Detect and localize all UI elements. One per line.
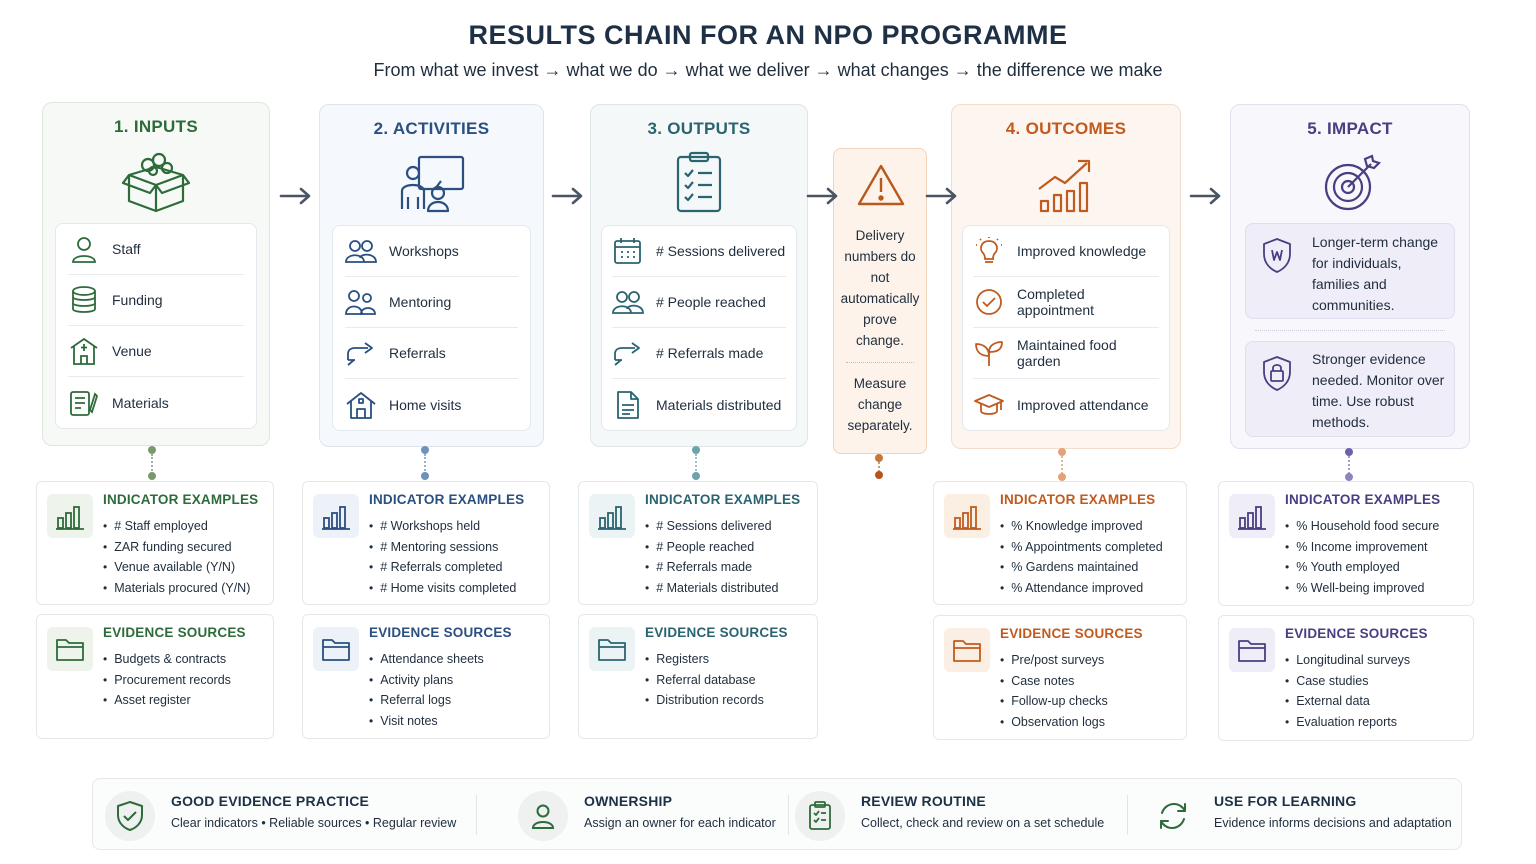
list-item: • Attendance sheets [369,649,484,670]
stage-item [612,328,786,379]
flow-arrow [279,186,313,206]
list-item: • Activity plans [369,670,484,691]
stage-item-label: Workshops [389,243,459,259]
footer-item-title: OWNERSHIP [584,793,673,809]
connector-line [695,454,697,474]
card-list [103,516,250,599]
list-item: • # Referrals made [645,557,778,578]
document-icon [612,390,644,420]
materials-icon [68,388,100,418]
bar-chart-icon [1237,501,1267,531]
warning-text: Delivery numbers do not automatically prove change. [840,228,920,348]
evidence-card [1218,615,1474,741]
indicator-card [933,481,1187,605]
connector-line [424,454,426,474]
footer-item-text: Collect, check and review on a set schedule [861,816,1105,830]
list-item: • Longitudinal surveys [1285,650,1410,671]
card-list [103,649,231,711]
connector-dot [148,472,156,480]
evidence-card [933,615,1187,740]
connector-dot [875,471,883,479]
stage-item-list [601,225,797,431]
stage-item-label: # Referrals made [656,345,764,361]
stage-item-label: Funding [112,292,163,308]
folder-icon [55,635,85,663]
indicator-card [578,481,818,605]
list-item: • Case studies [1285,671,1410,692]
stage-inputs [42,102,270,446]
connector-line [1348,456,1350,474]
stage-item [973,328,1159,379]
flow-arrow [925,186,959,206]
clipboard-checklist-icon [806,801,834,831]
card-list [369,516,516,599]
bar-chart-icon-bg [944,494,990,538]
evidence-card [578,614,818,739]
target-icon [1315,151,1385,215]
folder-icon-bg [589,627,635,671]
connector-dot [421,446,429,454]
footer-divider [1127,795,1128,835]
list-item: • Referral database [645,670,764,691]
warning-icon [856,163,906,207]
card-list [1000,516,1163,599]
sprout-icon [973,338,1005,368]
home-icon [345,390,377,420]
bar-chart-icon [597,501,627,531]
list-item: • Referral logs [369,690,484,711]
card-title: EVIDENCE SOURCES [1000,626,1143,641]
shield-icon [1260,236,1294,274]
folder-icon-bg [944,628,990,672]
card-title: EVIDENCE SOURCES [645,625,788,640]
growth-chart-icon [1031,151,1101,215]
card-title: EVIDENCE SOURCES [369,625,512,640]
card-title: INDICATOR EXAMPLES [1000,492,1156,507]
evidence-card [36,614,274,739]
flow-arrow [551,186,585,206]
stage-title: 2. ACTIVITIES [373,119,490,138]
footer-item [1148,779,1453,851]
card-title: EVIDENCE SOURCES [1285,626,1428,641]
impact-note-text: Longer-term change for individuals, families and communities. [1312,234,1439,313]
stage-item [345,379,518,430]
list-item: • Materials procured (Y/N) [103,578,250,599]
list-item: • # Staff employed [103,516,250,537]
list-item: • Asset register [103,690,231,711]
list-item: • # Workshops held [369,516,516,537]
connector-dot [1058,473,1066,481]
stage-outputs [590,104,808,447]
folder-icon [321,635,351,663]
list-item: • % Appointments completed [1000,537,1163,558]
list-item: • % Gardens maintained [1000,557,1163,578]
group-icon [612,287,644,317]
impact-note [1245,341,1455,437]
warning-text-secondary: Measure change separately. [847,376,913,433]
bar-chart-icon-bg [313,494,359,538]
stage-item [345,328,518,379]
check-circle-icon [973,287,1005,317]
list-item: • Procurement records [103,670,231,691]
stage-item [345,277,518,328]
stage-item-label: Improved attendance [1017,396,1149,413]
footer-divider [476,795,477,835]
stage-title: 4. OUTCOMES [1005,119,1127,138]
indicator-card [36,481,274,605]
bar-chart-icon-bg [47,494,93,538]
card-list [645,649,764,711]
card-title: EVIDENCE SOURCES [103,625,246,640]
stage-item [973,379,1159,430]
list-item: • Evaluation reports [1285,712,1410,733]
stage-item [612,226,786,277]
stage-activities [319,104,544,447]
list-item: • % Well-being improved [1285,578,1439,599]
indicator-card [302,481,550,605]
stage-item [612,277,786,328]
folder-icon-bg [313,627,359,671]
coins-icon [68,285,100,315]
stage-item [612,379,786,430]
list-item: • % Income improvement [1285,537,1439,558]
warning-divider [846,362,914,363]
refresh-cycle-icon [1156,799,1190,833]
diagram-title: RESULTS CHAIN FOR AN NPO PROGRAMME [468,20,1068,50]
footer-item-title: USE FOR LEARNING [1214,793,1357,809]
footer-item [105,779,485,851]
folder-icon [1237,636,1267,664]
list-item: • % Youth employed [1285,557,1439,578]
referral-arrow-icon [612,338,644,368]
stage-item-label: Materials distributed [656,396,782,413]
shield-check-icon [115,800,145,832]
stage-item-label: Venue [112,343,152,359]
footer-item [518,779,788,851]
list-item: • ZAR funding secured [103,537,250,558]
card-list [645,516,778,599]
folder-icon [952,636,982,664]
connector-dot [421,472,429,480]
impact-note-text: Stronger evidence needed. Monitor over time. Use robust methods. [1312,351,1445,430]
connector-dot [875,454,883,462]
presentation-icon [397,151,467,215]
connector-dot [1058,448,1066,456]
card-title: INDICATOR EXAMPLES [645,492,801,507]
stage-impact [1230,104,1470,449]
list-item: • # Home visits completed [369,578,516,599]
card-list [1285,516,1439,599]
bar-chart-icon [55,501,85,531]
group-icon [345,236,377,266]
building-icon [68,336,100,366]
stage-item-label: Home visits [389,396,462,413]
card-title: INDICATOR EXAMPLES [1285,492,1441,507]
footer-practice-bar [92,778,1462,850]
clipboard-checklist-icon [664,151,734,215]
connector-line [1061,456,1063,474]
folder-icon [597,635,627,663]
list-item: • # People reached [645,537,778,558]
graduation-cap-icon [973,390,1005,420]
bar-chart-icon-bg [1229,494,1275,538]
person-icon [529,802,557,830]
box-icon [121,149,191,213]
footer-icon-bg [795,791,845,841]
footer-item-title: REVIEW ROUTINE [861,793,986,809]
bar-chart-icon-bg [589,494,635,538]
stage-item-label: Referrals [389,345,446,361]
list-item: • External data [1285,691,1410,712]
list-item: • Budgets & contracts [103,649,231,670]
footer-item-title: GOOD EVIDENCE PRACTICE [171,793,370,809]
list-item: • Case notes [1000,671,1108,692]
stage-item [973,226,1159,277]
connector-line [151,454,153,474]
stage-item-label: Materials [112,394,169,411]
stage-item-list [55,223,257,429]
list-item: • # Mentoring sessions [369,537,516,558]
list-item: • # Sessions delivered [645,516,778,537]
referral-arrow-icon [345,338,377,368]
list-item: • Follow-up checks [1000,691,1108,712]
stage-item [68,224,244,275]
footer-icon-bg [105,791,155,841]
folder-icon-bg [47,627,93,671]
flow-arrow [806,186,840,206]
calendar-icon [612,236,644,266]
connector-dot [1345,448,1353,456]
connector-dot [148,446,156,454]
footer-item-text: Assign an owner for each indicator [584,816,776,830]
evidence-card [302,614,550,739]
footer-icon-bg [518,791,568,841]
impact-divider [1255,330,1445,331]
bar-chart-icon [952,501,982,531]
list-item: • Venue available (Y/N) [103,557,250,578]
stage-item [68,377,244,428]
footer-item-text: Clear indicators • Reliable sources • Regular review [171,816,457,830]
card-list [1285,650,1410,733]
connector-dot [692,446,700,454]
stage-item-label: Maintained food garden [1017,337,1117,369]
footer-item [795,779,1125,851]
stage-title: 3. OUTPUTS [647,119,751,138]
stage-item-label: Staff [112,241,141,257]
list-item: • Observation logs [1000,712,1108,733]
stage-item-label: # People reached [656,294,766,310]
list-item: • Pre/post surveys [1000,650,1108,671]
lightbulb-icon [973,236,1005,266]
indicator-card [1218,481,1474,606]
footer-divider [788,795,789,835]
impact-note [1245,223,1455,319]
list-item: • % Household food secure [1285,516,1439,537]
list-item: • Visit notes [369,711,484,732]
footer-item-text: Evidence informs decisions and adaptation [1214,816,1452,830]
footer-icon-bg [1148,791,1198,841]
list-item: • # Materials distributed [645,578,778,599]
person-icon [68,234,100,264]
shield-lock-icon [1260,354,1294,392]
card-list [1000,650,1108,733]
connector-dot [692,472,700,480]
flow-arrow [1189,186,1223,206]
diagram-subtitle: From what we invest → what we do → what we deliver → what changes → the difference we make [373,60,1163,80]
stage-item [973,277,1159,328]
stage-item-label: # Sessions delivered [656,243,786,259]
connector-dot [1345,473,1353,481]
stage-title: 5. IMPACT [1307,119,1393,138]
list-item: • % Knowledge improved [1000,516,1163,537]
card-title: INDICATOR EXAMPLES [369,492,525,507]
stage-item-label: Completed appointment [1017,286,1095,318]
delivery-warning-box [833,148,927,454]
stage-item [345,226,518,277]
list-item: • # Referrals completed [369,557,516,578]
stage-title: 1. INPUTS [114,117,198,136]
stage-item-list [332,225,531,431]
list-item: • % Attendance improved [1000,578,1163,599]
list-item: • Distribution records [645,690,764,711]
folder-icon-bg [1229,628,1275,672]
stage-item-label: Improved knowledge [1017,243,1147,259]
card-title: INDICATOR EXAMPLES [103,492,259,507]
list-item: • Registers [645,649,764,670]
stage-outcomes [951,104,1181,449]
stage-item [68,326,244,377]
mentoring-icon [345,287,377,317]
bar-chart-icon [321,501,351,531]
stage-item-list [962,225,1170,431]
card-list [369,649,484,732]
stage-item [68,275,244,326]
stage-item-label: Mentoring [389,294,452,310]
